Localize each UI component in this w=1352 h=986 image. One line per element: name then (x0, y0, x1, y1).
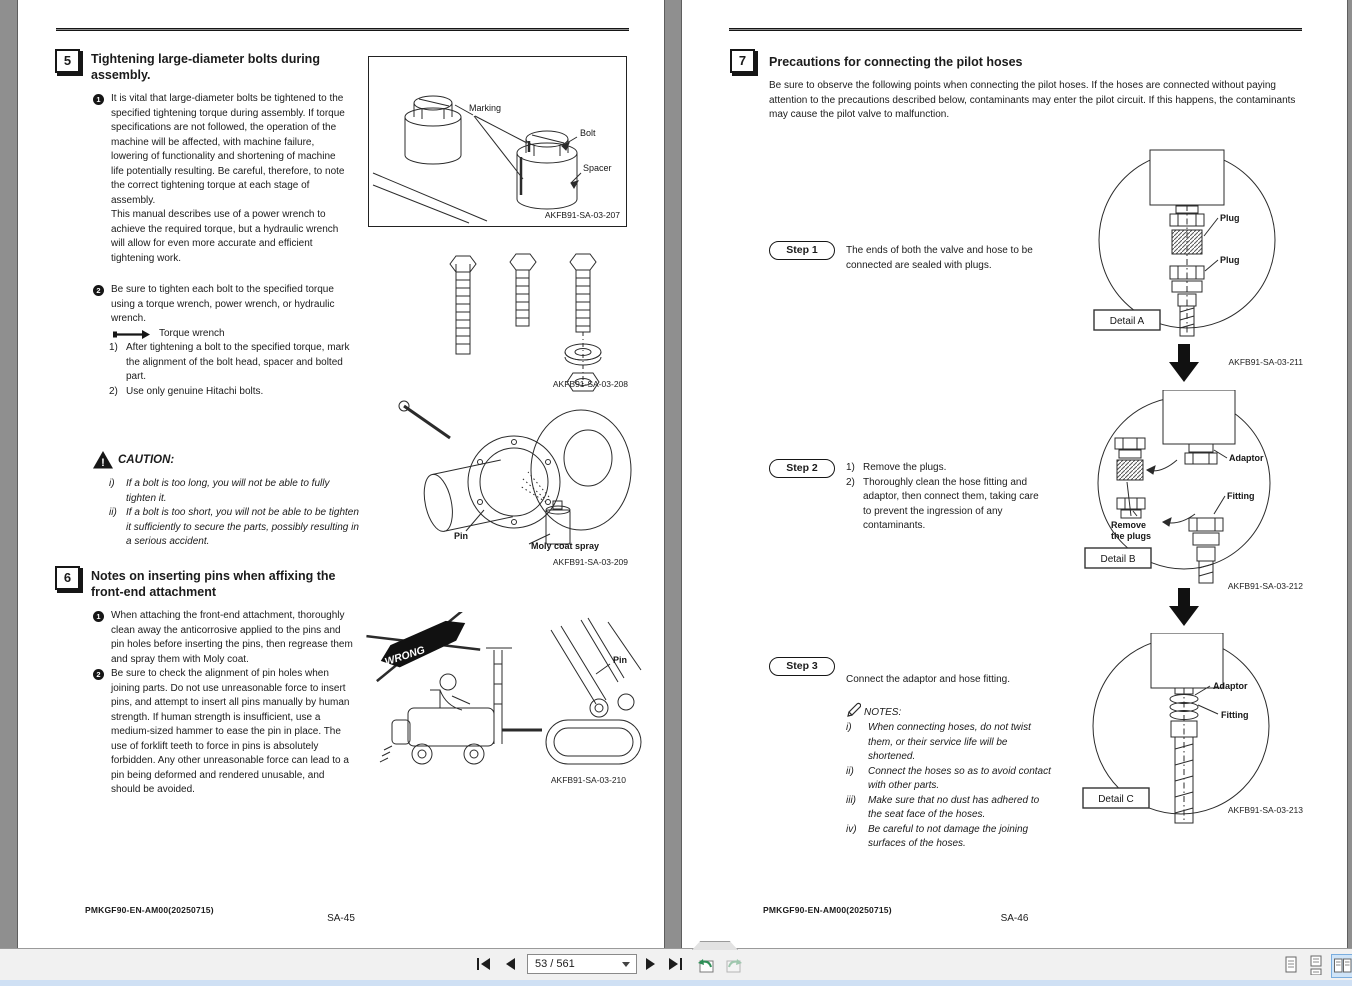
single-page-view-button[interactable] (1282, 955, 1300, 975)
figure-pin-spray (396, 398, 641, 556)
previous-page-button[interactable] (506, 957, 515, 971)
section-7-intro: Be sure to observe the following points when connecting the pilot hoses. If the hoses are connected without paying attention to the precautions described below, contaminants may enter the pilot circuit. If this happens, the contaminants may cause the pilot valve to malfunction. (769, 80, 1296, 120)
list-text: If a bolt is too long, you will not be able to fully tighten it. (126, 478, 330, 504)
section-6-title: Notes on inserting pins when affixing the front-end attachment (91, 569, 336, 599)
figure-caption: AKFB91-SA-03-209 (552, 557, 628, 567)
list-marker: 1) (109, 342, 118, 353)
adaptor-label: Adaptor (1229, 453, 1264, 463)
page-indicator: 53 / 561 (535, 958, 575, 970)
spacer-label: Spacer (583, 163, 612, 173)
continuous-view-icon (1307, 955, 1325, 975)
list-marker: i) (846, 722, 852, 733)
caution-item (109, 477, 359, 506)
figure-detail-a (1082, 148, 1297, 340)
document-code: PMKGF90-EN-AM00(20250715) (763, 905, 892, 915)
paragraph-text: This manual describes use of a power wrench to achieve the required torque, but a hydraulic wrench will allow for even more accurate and efficient tightening work. (111, 209, 339, 264)
wrong-stamp-label: WRONG (383, 644, 427, 669)
previous-view-button[interactable] (695, 955, 717, 975)
remove-plugs-label: Remove (1111, 520, 1147, 530)
remove-plugs-label: the plugs (1111, 531, 1151, 541)
note-item (846, 794, 1052, 823)
section-5-title: Tightening large-diameter bolts during assembly. (91, 52, 320, 82)
last-page-icon (669, 958, 678, 970)
next-view-button[interactable] (723, 955, 745, 975)
figure-caption: AKFB91-SA-03-210 (550, 775, 626, 785)
plug-label: Plug (1220, 255, 1240, 265)
caution-list (109, 477, 359, 550)
paragraph-text: When attaching the front-end attachment, thoroughly clean away the anticorrosive applied to the pins and pin holes before inserting the pins, then regrease them and spray them with Moly coat. (111, 610, 353, 665)
torque-wrench-label: Torque wrench (159, 328, 225, 339)
page-number-input[interactable] (527, 954, 637, 974)
circled-2-icon: 2 (93, 669, 104, 680)
figure-caption: AKFB91-SA-03-208 (552, 379, 628, 389)
first-page-button[interactable] (477, 957, 490, 971)
step-3-text: Connect the adaptor and hose fitting. (846, 674, 1011, 685)
list-marker: 1) (846, 462, 855, 473)
document-code: PMKGF90-EN-AM00(20250715) (85, 905, 214, 915)
figure-forklift-wrong (356, 612, 644, 780)
marking-label: Marking (469, 103, 502, 113)
last-page-button[interactable] (669, 957, 682, 971)
previous-page-icon (506, 958, 515, 970)
next-view-icon (723, 955, 745, 975)
page-sa-45 (17, 0, 665, 948)
note-item (846, 823, 1052, 852)
list-text: Be careful to not damage the joining surfaces of the hoses. (868, 823, 1029, 849)
list-item (109, 385, 351, 400)
step-1-badge: Step 1 (769, 241, 835, 260)
facing-pages-view-button[interactable] (1332, 955, 1352, 977)
taskbar-edge-strip (0, 980, 1352, 986)
list-text: Make sure that no dust has adhered to the seat face of the hoses. (868, 794, 1040, 820)
notes-pencil-icon (845, 701, 861, 718)
note-item (846, 765, 1052, 794)
circled-2-icon: 2 (93, 285, 104, 296)
facing-pages-view-icon (1334, 957, 1352, 975)
paragraph-text: Be sure to check the alignment of pin holes when joining parts. Do not use unreasonable force to insert pins, and attempt to insert all pins manually by human strength. If human strength is insufficient, use a medium-sized hammer to ease the pin in place. The use of forklift teeth to force in pins is absolutely forbidden. Any other unreasonable force can lead to a pin being deformed and rendered unusable, and should be avoided. (111, 668, 350, 795)
section-5-number: 5 (55, 49, 80, 73)
figure-bolts-nut (423, 252, 641, 397)
list-text: If a bolt is too short, you will not be able to be tighten it sufficiently to secure the parts, possibly resulting in a serious accident. (126, 507, 359, 547)
previous-view-icon (695, 955, 717, 975)
detail-a-box: Detail A (1109, 316, 1145, 327)
adaptor-label: Adaptor (1213, 681, 1248, 691)
figure-caption: AKFB91-SA-03-213 (1227, 805, 1303, 815)
list-text: Use only genuine Hitachi bolts. (126, 385, 264, 397)
list-item (846, 461, 1046, 476)
section-6-number: 6 (55, 566, 80, 590)
step-3-badge: Step 3 (769, 657, 835, 676)
list-marker: iv) (846, 823, 857, 835)
figure-detail-b (1077, 390, 1302, 586)
list-marker: i) (109, 478, 115, 489)
detail-c-box: Detail C (1098, 794, 1134, 805)
figure-caption: AKFB91-SA-03-212 (1227, 581, 1303, 591)
list-text: After tightening a bolt to the specified torque, mark the alignment of the bolt head, spacer and bolted part. (126, 342, 350, 382)
list-marker: ii) (846, 765, 854, 777)
figure-caption: AKFB91-SA-03-211 (1228, 357, 1303, 367)
torque-wrench-row (113, 327, 225, 342)
bolt-marking-drawing (369, 57, 626, 226)
next-page-button[interactable] (646, 957, 655, 971)
circled-1-icon: 1 (93, 94, 104, 105)
paragraph-text: It is vital that large-diameter bolts be tightened to the specified tightening torque during assembly. If torque specifications are not followed, the operation of the machine will be affected, with machine failure, lowering of functionality and shortening of machine life potentially resulting. Be careful, therefore, to note the correct tightening torque at each stage of assembly. (111, 93, 345, 206)
section-7-number: 7 (730, 49, 755, 73)
next-page-icon (646, 958, 655, 970)
caution-title: CAUTION: (118, 454, 175, 466)
torque-wrench-icon (113, 329, 151, 339)
list-marker: ii) (109, 507, 117, 518)
list-text: Thoroughly clean the hose fitting and adaptor, then connect them, taking care to prevent the ingression of any contaminants. (863, 476, 1039, 531)
detail-b-box: Detail B (1100, 554, 1136, 565)
pin-label: Pin (613, 655, 628, 665)
page-number: SA-45 (327, 913, 355, 924)
step-2-badge: Step 2 (769, 459, 835, 478)
figure-caption: AKFB91-SA-03-207 (544, 210, 620, 220)
paragraph-text: Be sure to tighten each bolt to the specified torque using a torque wrench, power wrench, or hydraulic wrench. (111, 284, 335, 324)
warning-triangle-icon (93, 451, 113, 469)
page-dropdown-caret-icon[interactable] (622, 962, 630, 967)
pdf-toolbar (0, 948, 1352, 981)
list-text: Connect the hoses so as to avoid contact with other parts. (868, 765, 1051, 791)
list-item (846, 476, 1046, 534)
section-6-paragraph-2 (96, 667, 356, 798)
notes-title: NOTES: (864, 707, 902, 718)
list-text: Remove the plugs. (863, 462, 947, 473)
bolt-label: Bolt (580, 128, 596, 138)
fitting-label: Fitting (1227, 491, 1255, 501)
figure-bolt-marking (368, 56, 627, 227)
header-rule (729, 28, 1302, 31)
first-page-icon (477, 958, 479, 970)
step-2-list (846, 461, 1046, 534)
list-item (109, 341, 351, 385)
plug-label: Plug (1220, 213, 1240, 223)
header-rule (56, 28, 629, 31)
circled-1-icon: 1 (93, 611, 104, 622)
section-5-paragraph-2 (96, 283, 349, 327)
list-marker: 2) (846, 476, 855, 488)
page-number: SA-46 (1000, 913, 1029, 924)
section-6-paragraph-1 (96, 609, 353, 667)
continuous-view-button[interactable] (1307, 955, 1325, 975)
section-5-paragraph-1 (96, 92, 349, 266)
section-5-numbered-list (109, 341, 351, 399)
moly-coat-spray-label: Moly coat spray (531, 541, 600, 551)
step-1-text: The ends of both the valve and hose to be connected are sealed with plugs. (846, 245, 1033, 271)
notes-list (846, 721, 1052, 852)
figure-detail-c (1074, 633, 1304, 831)
svg-text:!: ! (101, 457, 105, 469)
list-marker: 2) (109, 385, 118, 397)
caution-item (109, 506, 359, 550)
list-text: When connecting hoses, do not twist them, or their service life will be shortened. (868, 722, 1031, 762)
single-page-view-icon (1282, 955, 1300, 975)
fitting-label: Fitting (1221, 710, 1249, 720)
pin-label: Pin (454, 531, 469, 541)
section-7-title: Precautions for connecting the pilot hoses (769, 55, 1023, 69)
list-marker: iii) (846, 794, 856, 806)
down-arrow-icon (1169, 588, 1199, 626)
page-sa-46 (681, 0, 1348, 948)
note-item (846, 721, 1052, 765)
